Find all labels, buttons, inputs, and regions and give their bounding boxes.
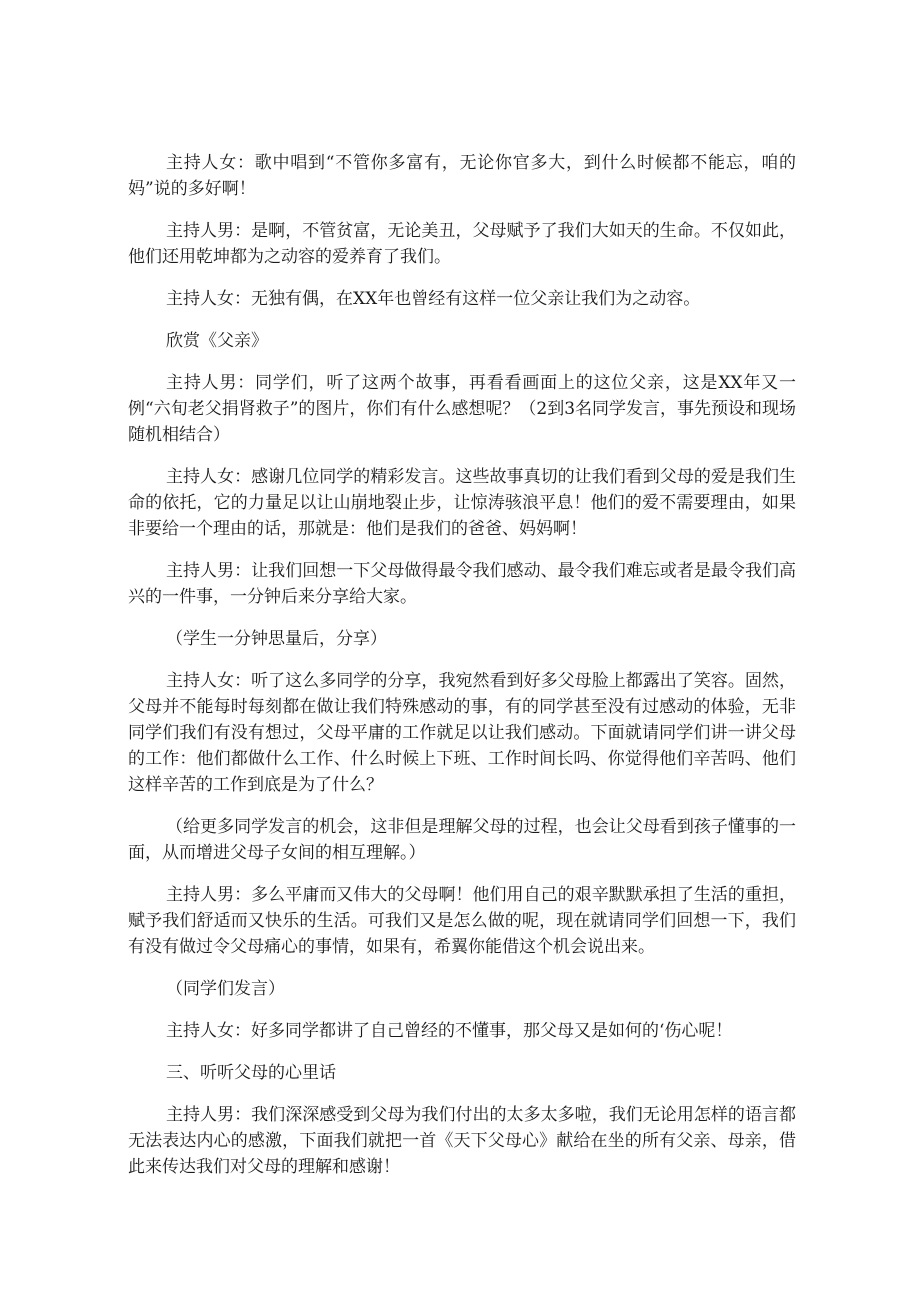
paragraph-host-female-work: 主持人女：听了这么多同学的分享，我宛然看到好多父母脸上都露出了笑容。固然，父母并不能每时每刻都在做让我们特殊感动的事，有的同学甚至没有过感动的体验，无非同学们我们有没有想过，父母平庸的工作就足以让我们感动。下面就请同学们讲一讲父母的工作：他们都做什么工作、什么时候上下班、工作时间长吗、你觉得他们辛苦吗、他们这样辛苦的工作到底是为了什么？ xyxy=(128,671,796,795)
paragraph-host-female-thanks: 主持人女：感谢几位同学的精彩发言。这些故事真切的让我们看到父母的爱是我们生命的依托，它的力量足以让山崩地裂止步，让惊涛骇浪平息！他们的爱不需要理由，如果非要给一个理由的话，那就是：他们是我们的爸爸、妈妈啊！ xyxy=(128,467,796,539)
paragraph-students-speak: （同学们发言） xyxy=(166,979,285,999)
paragraph-host-male-parents: 主持人男：是啊，不管贫富，无论美丑，父母赋予了我们大如天的生命。不仅如此，他们还用乾坤都为之动容的爱养育了我们。 xyxy=(128,221,796,267)
paragraph-host-male-great-parents: 主持人男：多么平庸而又伟大的父母啊！他们用自己的艰辛默默承担了生活的重担，赋予我们舒适而又快乐的生活。可我们又是怎么做的呢，现在就请同学们回想一下，我们有没有做过令父母痛心的事情，如果有，希翼你能借这个机会说出来。 xyxy=(128,885,796,957)
paragraph-host-female-father: 主持人女：无独有偶，在XX年也曾经有这样一位父亲让我们为之动容。 xyxy=(166,289,701,309)
paragraph-appreciate-father: 欣赏《父亲》 xyxy=(166,331,268,351)
paragraph-students-share: （学生一分钟思量后，分享） xyxy=(166,629,387,649)
paragraph-host-male-question: 主持人男：同学们，听了这两个故事，再看看画面上的这位父亲，这是XX年又一例“六旬老父捐肾救子”的图片，你们有什么感想呢？（2到3名同学发言，事先预设和现场随机相结合） xyxy=(128,373,797,445)
paragraph-host-female-song: 主持人女：歌中唱到“不管你多富有，无论你官多大，到什么时候都不能忘，咱的妈”说的多好啊！ xyxy=(128,153,796,199)
document-body xyxy=(128,150,796,1196)
paragraph-more-chances: （给更多同学发言的机会，这非但是理解父母的过程，也会让父母看到孩子懂事的一面，从而增进父母子女间的相互理解。） xyxy=(128,817,796,863)
paragraph-host-female-sad: 主持人女：好多同学都讲了自己曾经的不懂事，那父母又是如何的‘伤心呢！ xyxy=(166,1021,733,1041)
paragraph-host-male-song-gift: 主持人男：我们深深感受到父母为我们付出的太多太多啦，我们无论用怎样的语言都无法表达内心的感激，下面我们就把一首《天下父母心》献给在坐的所有父亲、母亲，借此来传达我们对父母的理解和感谢！ xyxy=(128,1105,796,1177)
paragraph-host-male-recall: 主持人男：让我们回想一下父母做得最令我们感动、最令我们难忘或者是最令我们高兴的一件事，一分钟后来分享给大家。 xyxy=(128,561,796,607)
section-heading-parents-words: 三、听听父母的心里话 xyxy=(166,1063,336,1083)
